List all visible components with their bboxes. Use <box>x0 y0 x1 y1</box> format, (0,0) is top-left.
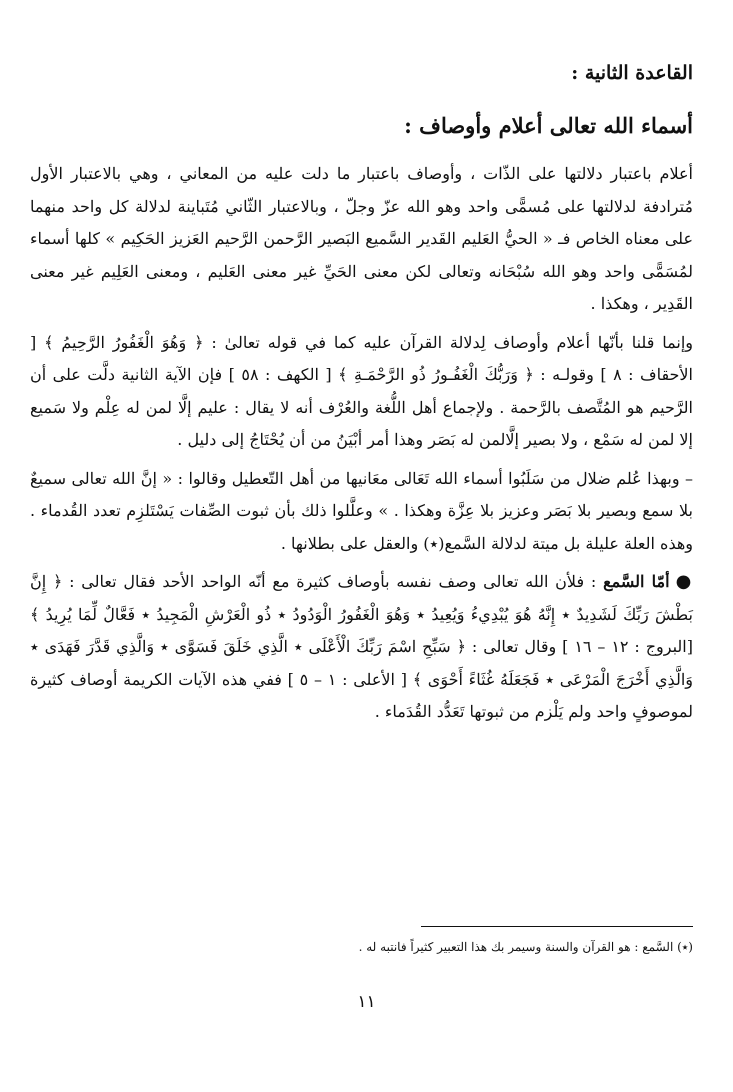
rule-heading: القاعدة الثانية : <box>571 62 693 84</box>
bullet-label: أمّا السَّمع <box>603 572 670 591</box>
paragraph-refutation: – وبهذا عُلم ضلال من سَلَبُوا أسماء الله تَعَالى معَانيها من أهل التّعطيل وقالوا : « إنَّ الله تعالى سميعٌ بلا سمع وبصير بلا بَصَر وعزيز بلا عِزَّة وهكذا . » وعلَّلوا ذلك بأن ثبوت الصِّفات يَسْتَلزِم تعدد القُدماء . وهذه العلة عليلة بل ميتة لدلالة السَّمع(٭) والعقل على بطلانها . <box>30 468 693 553</box>
paragraph-sam-evidence <box>30 566 693 729</box>
sam-evidence-text: : فلأن الله تعالى وصف نفسه بأوصاف كثيرة مع أنّه الواحد الأحد فقال تعالى : ﴿ إِنَّ بَطْشَ رَبِّكَ لَشَدِيدٌ ٭ إِنَّهُ هُوَ يُبْدِيءُ وَيُعِيدُ ٭ وَهُوَ الْغَفُورُ الْوَدُودُ ٭ ذُو الْعَرْشِ الْمَجِيدُ ٭ فَعَّالٌ لِّمَا يُرِيدُ ﴾ [البروج : ١٢ – ١٦ ] وقال تعالى : ﴿ سَبِّحِ اسْمَ رَبِّكَ الْأَعْلَى ٭ الَّذِي خَلَقَ فَسَوَّى ٭ وَالَّذِي قَدَّرَ فَهَدَى ٭ وَالَّذِي أَخْرَجَ الْمَرْعَى ٭ فَجَعَلَهُ غُثَاءً أَحْوَى ﴾ [ الأعلى : ١ – ٥ ] ففي هذه الآيات الكريمة أوصاف كثيرة لموصوفٍ واحد ولم يَلْزم من ثبوتها تَعَدُّد القُدَماء . <box>30 572 694 721</box>
footnote-divider <box>421 926 693 927</box>
footnote: (٭) السَّمع : هو القرآن والسنة وسيمر بك هذا التعبير كثيراً فانتبه له . <box>358 940 693 954</box>
paragraph-evidence: وإنما قلنا بأنّها أعلام وأوصاف لِدلالة القرآن عليه كما في قوله تعالىٰ : ﴿ وَهُوَ الْغَفُورُ الرَّحِيمُ ﴾ [ الأحقاف : ٨ ] وقولـه : ﴿ وَرَبُّكَ الْغَفُـورُ ذُو الرَّحْمَـةِ ﴾ [ الكهف : ٥٨ ] فإن الآية الثانية دلَّت على أن الرَّحيم هو المُتَّصف بالرَّحمة . ولإجماع أهل اللُّغة والعُرْف أنه لا يقال : عليم إلَّا لمن له عِلْم ولا سَميع إلا لمن له سَمْع ، ولا بصير إلَّالمن له بَصَر وهذا أمر أبْيَنُ من أن يُحْتَاجُ إلى دليل . <box>30 332 694 449</box>
section-title: أسماء الله تعالى أعلام وأوصاف : <box>404 113 693 138</box>
page-number: ١١ <box>357 992 376 1012</box>
bullet-icon: ● <box>675 571 693 592</box>
paragraph-definition: أعلام باعتبار دلالتها على الذّات ، وأوصاف باعتبار ما دلت عليه من المعاني ، وهي بالاعتبار الأول مُترادفة لدلالتها على مُسمًّى واحد وهو الله عزّ وجلّ ، وبالاعتبار الثّاني مُتَباينة لدلالة كل واحد منهما على معناه الخاص فـ « الحيُّ العَليم القَدير السَّميع البَصير الرَّحمن الرَّحيم العَزيز الحَكِيم » كلها أسماء لمُسَمًّى واحد وهو الله سُبْحَانه وتعالى لكن معنى الحَيِّ غير معنى العَليم ، ومعنى العَلِيم غير معنى القَدِير ، وهكذا . <box>30 164 693 313</box>
